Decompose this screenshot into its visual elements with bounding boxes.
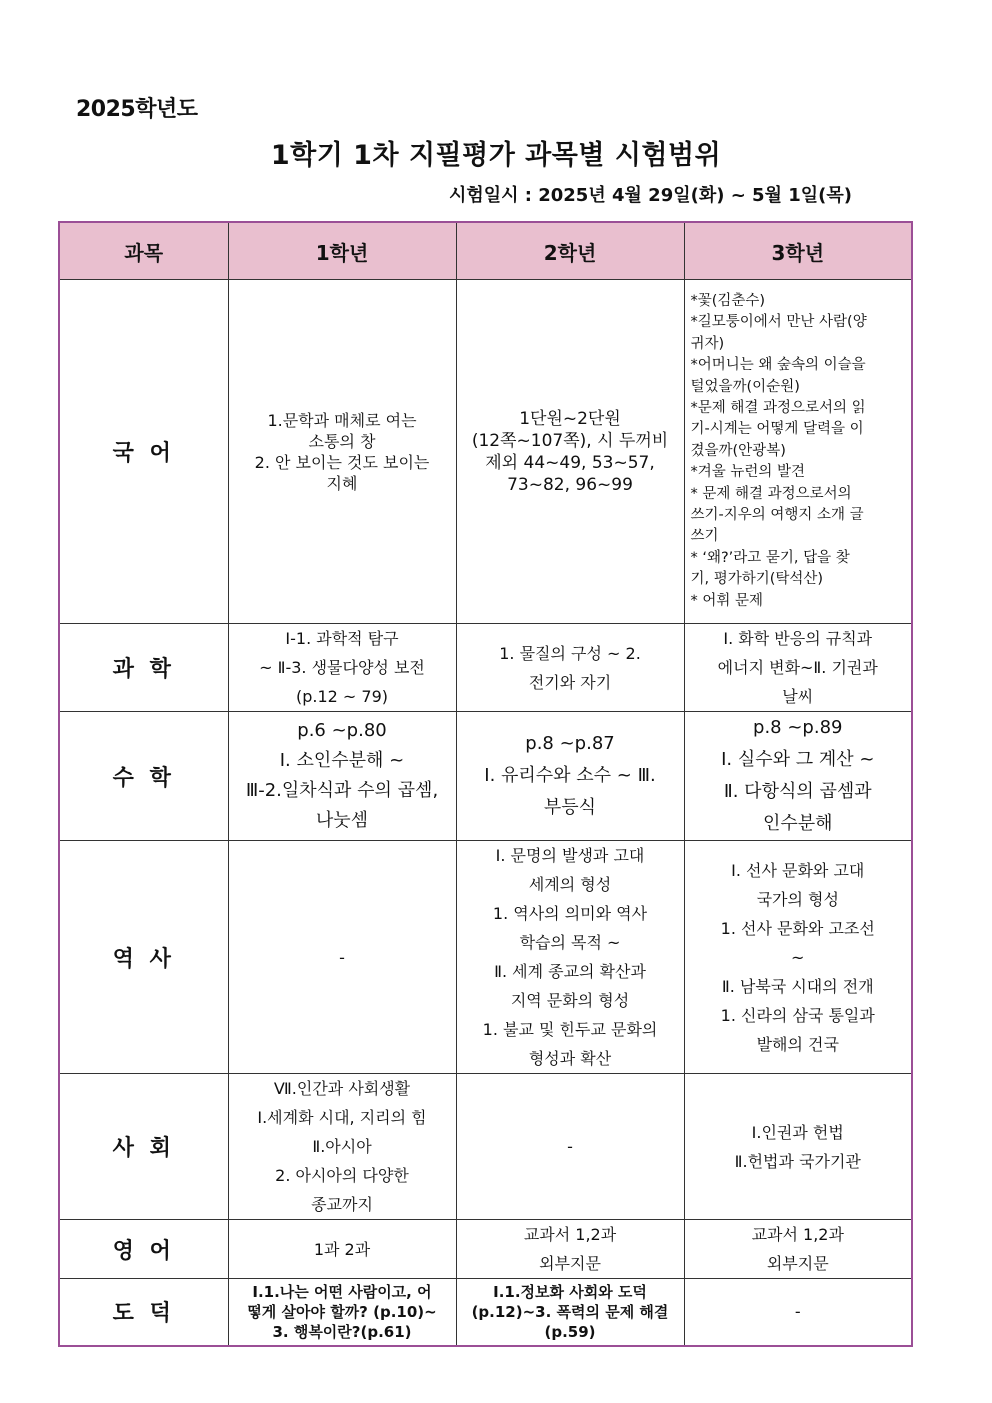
table-row-english (59, 1220, 912, 1279)
table-row-society (59, 1074, 912, 1220)
cell-line: 외부지문 (539, 1254, 601, 1273)
history-grade-3 (684, 841, 912, 1074)
school-year: 2025학년도 (76, 97, 198, 122)
cell-line: 소통의 창 (308, 431, 376, 451)
cell-line: 외부지문 (766, 1254, 829, 1273)
cell-line: *어머니는 왜 숲속의 이슬을 (690, 357, 866, 374)
subject-math: 수 학 (59, 712, 228, 841)
cell-line: - (794, 1302, 801, 1322)
cell-line: *꽃(김춘수) (690, 292, 766, 309)
english-grade-1 (228, 1220, 456, 1279)
cell-line: Ⅱ.아시아 (312, 1137, 372, 1156)
cell-line: * ‘왜?’라고 묻기, 답을 찾 (690, 549, 850, 566)
history-grade-1 (228, 841, 456, 1074)
cell-line: Ⅰ. 유리수와 소수 ~ Ⅲ. (484, 765, 656, 786)
cell-line: 쓰기-지우의 여행지 소개 글 (690, 507, 864, 524)
english-grade-2 (456, 1220, 684, 1279)
cell-line: Ⅰ. 실수와 그 계산 ~ (721, 749, 875, 770)
cell-line: Ⅰ.인권과 헌법 (751, 1122, 844, 1142)
cell-line: 지혜 (326, 473, 358, 493)
cell-line: 나눗셈 (315, 810, 369, 831)
table-row-korean (59, 280, 912, 624)
korean-grade-2 (456, 280, 684, 624)
cell-line: Ⅲ-2.일차식과 수의 곱셈, (245, 780, 439, 801)
header-subject: 과목 (59, 222, 228, 280)
cell-line: 1. 물질의 구성 ~ 2. (499, 643, 641, 663)
korean-grade-1 (228, 280, 456, 624)
cell-line: Ⅱ. 남북국 시대의 전개 (721, 976, 874, 996)
subject-english: 영 어 (59, 1220, 228, 1279)
cell-line: Ⅰ. 선사 문화와 고대 (731, 860, 865, 880)
cell-line: Ⅱ. 세계 종교의 확산과 (494, 962, 646, 981)
cell-line: 쓰기 (690, 528, 719, 545)
cell-line: 73~82, 96~99 (507, 474, 633, 495)
table-row-ethics (59, 1279, 912, 1346)
exam-period: 시험일시 : 2025년 4월 29일(화) ~ 5월 1일(목) (448, 185, 852, 206)
cell-line: * 어휘 문제 (690, 592, 763, 609)
table-header-row (59, 222, 912, 280)
cell-line: 날씨 (782, 687, 814, 706)
subject-ethics: 도 덕 (59, 1279, 228, 1346)
table-row-history (59, 841, 912, 1074)
cell-line: 부등식 (543, 797, 597, 818)
subject-science: 과 학 (59, 624, 228, 712)
cell-line: Ⅰ-1. 과학적 탐구 (285, 629, 399, 648)
cell-line: Ⅰ. 화학 반응의 규칙과 (723, 629, 873, 648)
cell-line: 에너지 변화~Ⅱ. 기권과 (717, 658, 878, 677)
cell-line: (12쪽~107쪽), 시 두꺼비 (471, 430, 669, 451)
cell-line: 기, 평가하기(탁석산) (690, 571, 824, 588)
subject-society: 사 회 (59, 1074, 228, 1220)
cell-line: 세계의 형성 (528, 875, 612, 894)
english-grade-3 (684, 1220, 912, 1279)
cell-line: 지역 문화의 형성 (510, 991, 630, 1010)
science-grade-1 (228, 624, 456, 712)
cell-line: Ⅰ.1.정보화 사회와 도덕 (493, 1282, 647, 1301)
cell-line: - (339, 947, 345, 967)
cell-line: 교과서 1,2과 (523, 1225, 617, 1244)
math-grade-3 (684, 712, 912, 841)
table-row-science (59, 624, 912, 712)
ethics-grade-2 (456, 1279, 684, 1346)
cell-line: *길모퉁이에서 만난 사람(양 (690, 314, 867, 331)
cell-line: p.6 ~p.80 (297, 720, 387, 741)
cell-line: 제외 44~49, 53~57, (485, 452, 655, 473)
cell-line: (p.59) (544, 1322, 596, 1341)
cell-line: 형성과 확산 (528, 1049, 612, 1068)
cell-line: ~ Ⅱ-3. 생물다양성 보전 (259, 658, 425, 677)
cell-line: Ⅰ.1.나는 어떤 사람이고, 어 (252, 1282, 432, 1301)
society-grade-1 (228, 1074, 456, 1220)
cell-line: 1단원~2단원 (519, 408, 621, 429)
cell-line: 교과서 1,2과 (751, 1225, 844, 1244)
society-grade-2 (456, 1074, 684, 1220)
ethics-grade-3 (684, 1279, 912, 1346)
cell-line: - (567, 1137, 573, 1156)
cell-line: 겼을까(안광복) (690, 442, 786, 459)
korean-grade-3 (684, 280, 912, 624)
cell-line: 발해의 건국 (756, 1034, 839, 1054)
history-grade-2 (456, 841, 684, 1074)
cell-line: Ⅶ.인간과 사회생활 (273, 1079, 411, 1098)
document-title: 1학기 1차 지필평가 과목별 시험범위 (270, 140, 722, 171)
science-grade-3 (684, 624, 912, 712)
cell-line: 1. 신라의 삼국 통일과 (720, 1005, 875, 1025)
subject-history: 역 사 (59, 841, 228, 1074)
cell-line: * 문제 해결 과정으로서의 (690, 485, 852, 502)
society-grade-3 (684, 1074, 912, 1220)
subject-korean: 국 어 (59, 280, 228, 624)
cell-line: 1. 불교 및 힌두교 문화의 (482, 1020, 658, 1039)
table-row-math (59, 712, 912, 841)
cell-line: 털었을까(이순원) (690, 378, 800, 395)
cell-line: 전기와 자기 (528, 672, 612, 692)
cell-line: p.8 ~p.87 (525, 733, 615, 754)
ethics-grade-1 (228, 1279, 456, 1346)
cell-line: 1과 2과 (313, 1239, 371, 1259)
cell-line: 떻게 살아야 할까? (p.10)~ (247, 1302, 437, 1321)
math-grade-2 (456, 712, 684, 841)
cell-line: 1. 역사의 의미와 역사 (492, 904, 648, 923)
cell-line: (p.12)~3. 폭력의 문제 해결 (471, 1302, 669, 1321)
cell-line: 1. 선사 문화와 고조선 (720, 918, 875, 938)
cell-line: ~ (791, 947, 805, 967)
cell-line: *문제 해결 과정으로서의 읽 (690, 399, 866, 416)
cell-line: Ⅰ.세계화 시대, 지리의 힘 (257, 1108, 427, 1127)
cell-line: 3. 행복이란?(p.61) (272, 1322, 412, 1341)
cell-line: 국가의 형성 (756, 889, 839, 909)
cell-line: 1.문학과 매체로 여는 (267, 410, 417, 430)
cell-line: Ⅱ.헌법과 국가기관 (734, 1151, 861, 1171)
cell-line: Ⅰ. 소인수분해 ~ (279, 750, 405, 771)
cell-line: 학습의 목적 ~ (519, 933, 621, 952)
cell-line: 2. 아시아의 다양한 (275, 1166, 409, 1185)
cell-line: Ⅰ. 문명의 발생과 고대 (495, 846, 645, 865)
science-grade-2 (456, 624, 684, 712)
exam-scope-table (58, 221, 913, 1347)
cell-line: 인수분해 (762, 813, 833, 834)
header-grade-1: 1학년 (228, 222, 456, 280)
header-grade-3: 3학년 (684, 222, 912, 280)
cell-line: p.8 ~p.89 (753, 717, 843, 738)
cell-line: 기-시계는 어떻게 달력을 이 (690, 421, 864, 438)
header-grade-2: 2학년 (456, 222, 684, 280)
cell-line: *겨울 뉴런의 발견 (690, 464, 806, 481)
cell-line: (p.12 ~ 79) (295, 687, 389, 706)
cell-line: 2. 안 보이는 것도 보이는 (254, 452, 430, 472)
math-grade-1 (228, 712, 456, 841)
cell-line: Ⅱ. 다항식의 곱셈과 (723, 781, 872, 802)
cell-line: 종교까지 (311, 1195, 373, 1214)
cell-line: 귀자) (690, 335, 725, 352)
